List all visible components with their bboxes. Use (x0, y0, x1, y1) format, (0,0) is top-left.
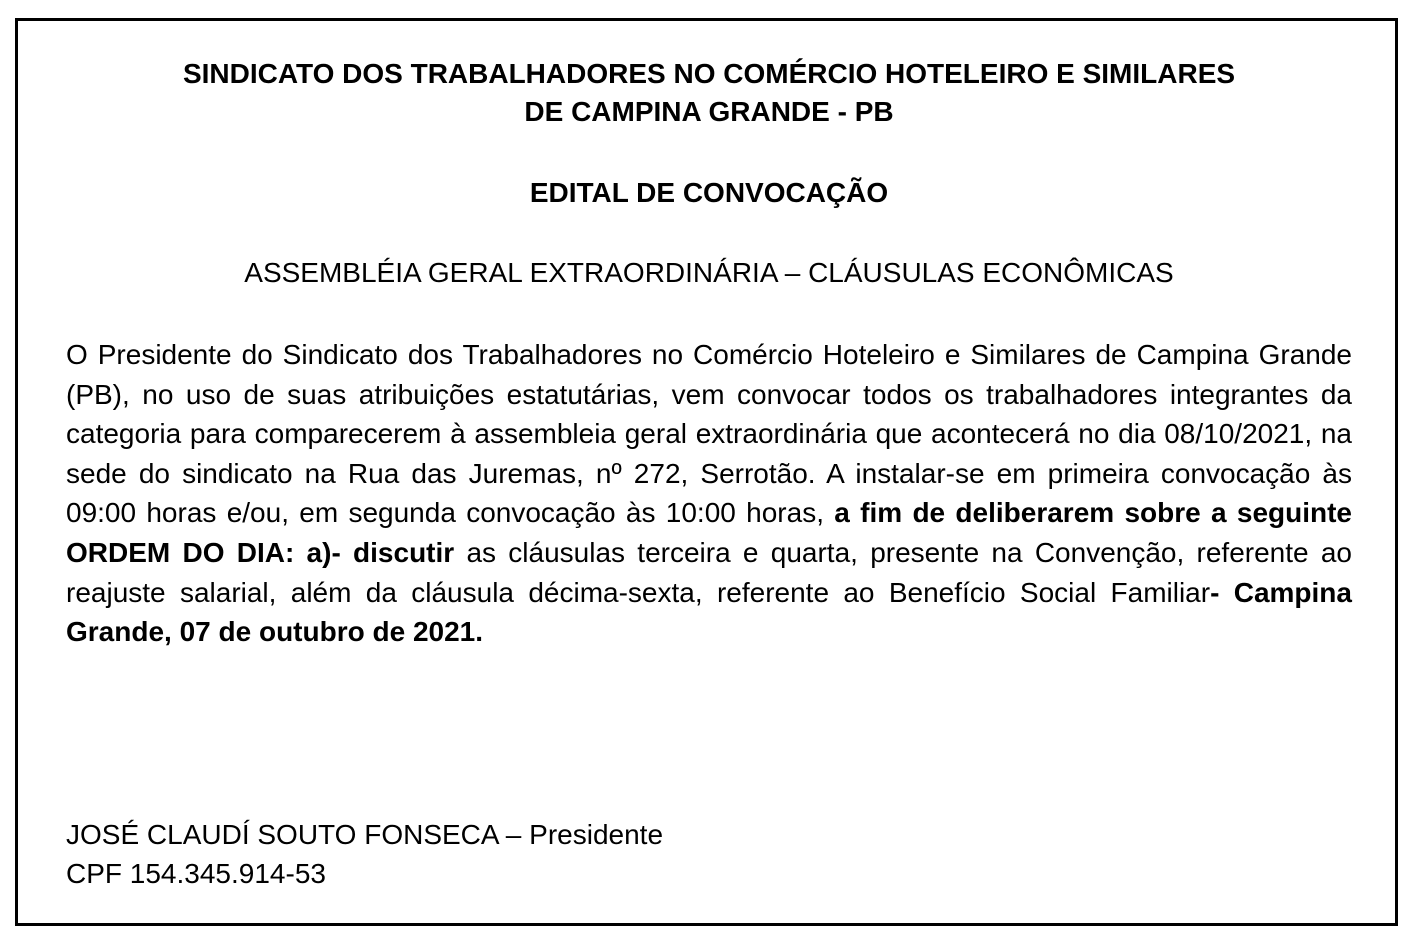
body-text-part-3: as cláusulas terceira e quarta, presente na Convenção, referente ao reajuste salarial, além da cláusula décima-sexta, referente ao Benefício Social Familiar (66, 536, 1353, 608)
document-subtitle: ASSEMBLÉIA GERAL EXTRAORDINÁRIA – CLÁUSULAS ECONÔMICAS (244, 257, 1174, 288)
union-name (0, 55, 1418, 131)
union-name-line-1: SINDICATO DOS TRABALHADORES NO COMÉRCIO HOTELEIRO E SIMILARES (182, 58, 1236, 89)
signature-block (66, 815, 663, 893)
document-title: EDITAL DE CONVOCAÇÃO (529, 177, 889, 208)
union-name-line-2: DE CAMPINA GRANDE - PB (524, 96, 894, 127)
body-text-date-bold: - Campina Grande, 07 de outubro de 2021. (66, 576, 1352, 648)
signatory-cpf: CPF 154.345.914-53 (66, 858, 326, 889)
convocation-body (66, 335, 1352, 652)
body-text-part-1: O Presidente do Sindicato dos Trabalhadores no Comércio Hoteleiro e Similares de Campina Grande (PB), no uso de suas atribuições estatutárias, vem convocar todos os trabalhadores integrantes da categoria para comparecerem à assembleia geral extraordinária que acontecerá no dia 08/10/2021, na sede do sindicato na Rua das Juremas, nº 272, Serrotão. A instalar-se em primeira convocação às 09:00 horas e/ou, em segunda convocação às 10:00 horas, (66, 339, 1352, 529)
signatory-name: JOSÉ CLAUDÍ SOUTO FONSECA – Presidente (66, 819, 664, 850)
body-text-agenda-bold: a fim de deliberarem sobre a seguinte ORDEM DO DIA: a)- discutir (66, 497, 1353, 568)
